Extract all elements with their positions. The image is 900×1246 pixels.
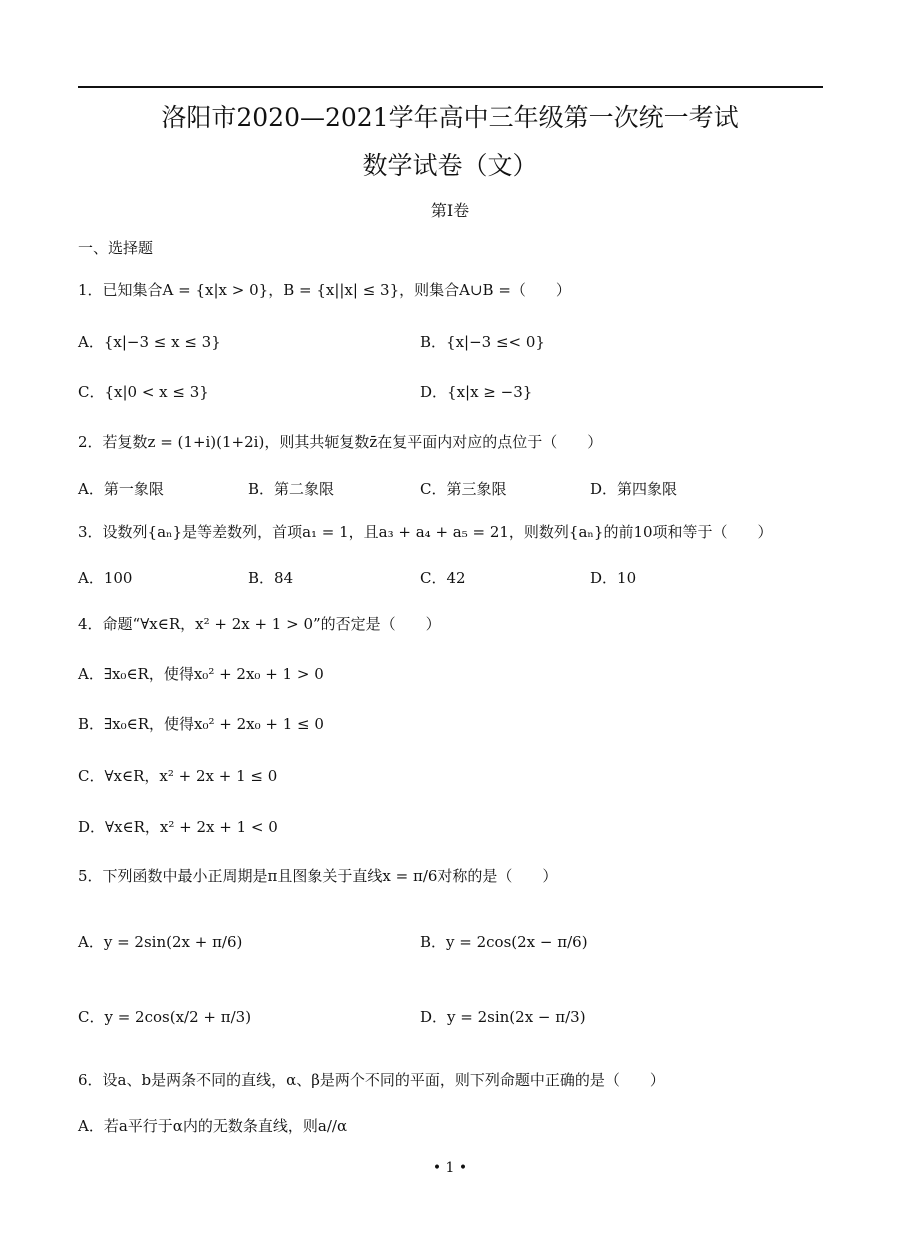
q2-stem: 2．若复数z = (1+i)(1+2i)，则其共轭复数z̄在复平面内对应的点位于（ ） [78, 433, 603, 451]
q3-option-c: C．42 [420, 569, 466, 587]
q2-option-b: B．第二象限 [248, 480, 335, 498]
q1-stem: 1．已知集合A = {x|x > 0}，B = {x||x| ≤ 3}，则集合A∪B =（ ） [78, 281, 571, 299]
q1-option-c: C．{x|0 < x ≤ 3} [78, 383, 209, 401]
q1-option-b: B．{x|−3 ≤< 0} [420, 333, 545, 351]
q2-option-a: A．第一象限 [78, 480, 164, 498]
q4-option-c: C．∀x∈R，x² + 2x + 1 ≤ 0 [78, 767, 278, 785]
q5-option-c: C．y = 2cos(x/2 + π/3) [78, 1008, 252, 1026]
q3-stem: 3．设数列{aₙ}是等差数列，首项a₁ = 1，且a₃ + a₄ + a₅ = 21，则数列{aₙ}的前10项和等于（ ） [78, 523, 773, 541]
volume-label: 第Ⅰ卷 [430, 201, 470, 220]
q6-option-a: A．若a平行于α内的无数条直线，则a//α [78, 1117, 348, 1135]
q6-stem: 6．设a、b是两条不同的直线，α、β是两个不同的平面，则下列命题中正确的是（ ） [78, 1071, 665, 1089]
q1-option-d: D．{x|x ≥ −3} [420, 383, 533, 401]
q4-option-d: D．∀x∈R，x² + 2x + 1 < 0 [78, 818, 278, 836]
q5-option-a: A．y = 2sin(2x + π/6) [78, 933, 243, 951]
q3-option-b: B．84 [248, 569, 294, 587]
q4-option-a: A．∃x₀∈R，使得x₀² + 2x₀ + 1 > 0 [78, 665, 324, 683]
q5-option-d: D．y = 2sin(2x − π/3) [420, 1008, 586, 1026]
q3-option-a: A．100 [78, 569, 133, 587]
exam-title: 洛阳市2020—2021学年高中三年级第一次统一考试 [161, 103, 739, 132]
exam-subtitle: 数学试卷（文） [362, 151, 538, 180]
q2-option-d: D．第四象限 [590, 480, 678, 498]
q5-option-b: B．y = 2cos(2x − π/6) [420, 933, 588, 951]
top-rule [78, 86, 823, 88]
q3-option-d: D．10 [590, 569, 637, 587]
q4-option-b: B．∃x₀∈R，使得x₀² + 2x₀ + 1 ≤ 0 [78, 715, 324, 733]
page-number: • 1 • [432, 1160, 468, 1176]
q4-stem: 4．命题“∀x∈R，x² + 2x + 1 > 0”的否定是（ ） [78, 615, 441, 633]
q1-option-a: A．{x|−3 ≤ x ≤ 3} [78, 333, 221, 351]
section-heading: 一、选择题 [78, 239, 154, 257]
q5-stem: 5．下列函数中最小正周期是π且图象关于直线x = π/6对称的是（ ） [78, 867, 558, 885]
q2-option-c: C．第三象限 [420, 480, 507, 498]
